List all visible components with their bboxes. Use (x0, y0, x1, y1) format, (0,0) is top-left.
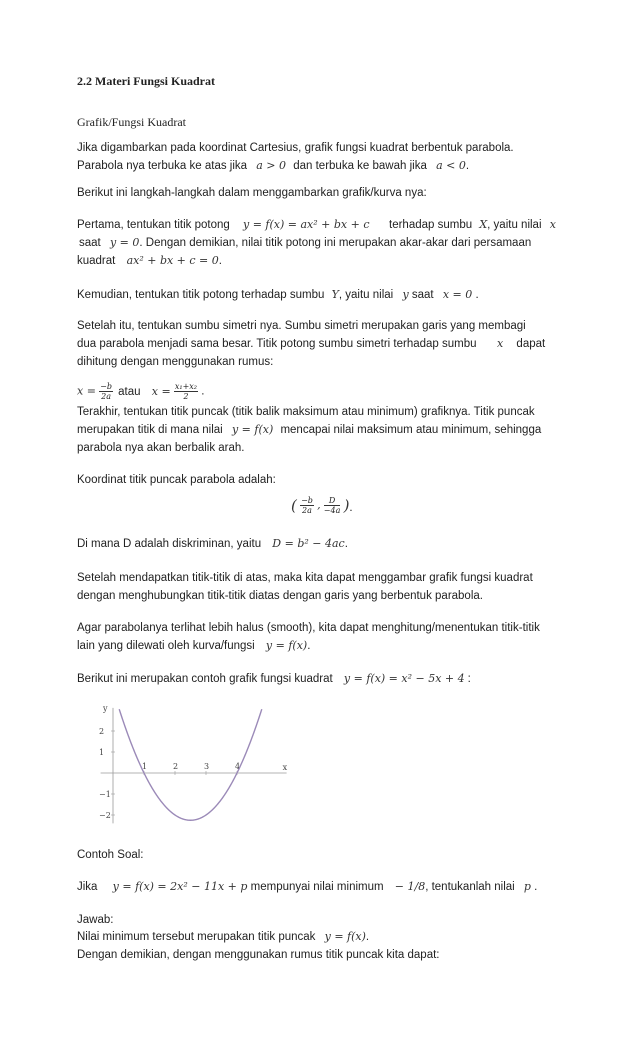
paragraph-8 (77, 537, 348, 551)
paragraph-10-line-1: Agar parabolanya terlihat lebih halus (smooth), kita dapat menghitung/menentukan titik-titik (77, 622, 540, 634)
text: lain yang dilewati oleh kurva/fungsi (77, 640, 255, 652)
text: . (349, 502, 353, 514)
text: Kemudian, tentukan titik potong terhadap sumbu (77, 289, 325, 301)
paragraph-3-line-1 (77, 218, 370, 232)
paragraph-6-line-3: parabola nya akan berbalik arah. (77, 442, 245, 454)
math-y: y (402, 288, 409, 301)
math-p: p (523, 880, 531, 893)
math-quadratic-function: y = f(x) = ax² + bx + c (243, 218, 370, 231)
text: dan terbuka ke bawah jika (293, 160, 427, 172)
paragraph-6-line-1: Terakhir, tentukan titik puncak (titik balik maksimum atau minimum) grafiknya. Titik puncak (77, 406, 535, 418)
text: . (465, 160, 470, 172)
numerator: −b (100, 382, 112, 391)
text: . Dengan demikian, nilai titik potong ini merupakan akar-akar dari persamaan (139, 237, 532, 249)
math-y-f-x: y = f(x) (324, 930, 366, 943)
text: . (365, 931, 370, 943)
text: : (467, 673, 471, 685)
denominator: 2a (101, 392, 111, 401)
paragraph-3-line-3 (77, 254, 222, 268)
paragraph-3-line-1-b (389, 218, 556, 232)
text: mempunyai nilai minimum (250, 881, 384, 893)
paragraph-4 (77, 288, 479, 302)
paragraph-11 (77, 672, 471, 686)
math-discriminant: D = b² − 4ac (272, 537, 345, 550)
math-minimum-value: − 1/8 (394, 880, 426, 893)
denominator: −4a (323, 506, 341, 515)
fraction (300, 496, 314, 515)
text: Nilai minimum tersebut merupakan titik puncak (77, 931, 316, 943)
text: kuadrat (77, 255, 116, 267)
answer-line-1 (77, 930, 369, 944)
text: . (475, 289, 479, 301)
paragraph-7: Koordinat titik puncak parabola adalah: (77, 474, 276, 486)
text: , yaitu nilai (338, 289, 394, 301)
text: . (201, 385, 205, 398)
math-example-function: y = f(x) = 2x² − 11x + p (112, 880, 248, 893)
text: . (534, 881, 538, 893)
paragraph-5-line-2: dua parabola menjadi sama besar. Titik potong sumbu simetri terhadap sumbu (77, 338, 477, 350)
text: Jika (77, 881, 98, 893)
math-x: x (549, 218, 556, 231)
denominator: 2a (302, 506, 312, 515)
section-heading: 2.2 Materi Fungsi Kuadrat (77, 74, 215, 88)
atau-text: atau (118, 385, 141, 398)
paragraph-9-line-1: Setelah mendapatkan titik-titik di atas, maka kita dapat menggambar grafik fungsi kuadrat (77, 572, 533, 584)
math-y-f-x: y = f(x) (265, 639, 308, 652)
math-quadratic-equation: ax² + bx + c = 0 (126, 254, 219, 267)
answer-label: Jawab: (77, 914, 114, 926)
y-tick-label: 1 (99, 748, 105, 757)
numerator: −b (301, 496, 313, 505)
math-axis-Y: Y (331, 288, 339, 301)
x-axis-label: x (282, 763, 288, 772)
text: , tentukanlah nilai (425, 881, 515, 893)
text: saat (411, 289, 434, 301)
text: terhadap sumbu (389, 219, 473, 231)
text: Parabola nya terbuka ke atas jika (77, 160, 248, 172)
math-example-function: y = f(x) = x² − 5x + 4 (343, 672, 465, 685)
text: . (307, 640, 311, 652)
section-subheading: Grafik/Fungsi Kuadrat (77, 115, 186, 129)
graph-layer (99, 704, 288, 824)
fraction (174, 382, 198, 401)
symmetry-axis-formula (77, 382, 204, 404)
y-tick-label: −1 (99, 790, 111, 799)
paragraph-1-line-1: Jika digambarkan pada koordinat Cartesius, grafik fungsi kuadrat berbentuk parabola. (77, 142, 514, 154)
paragraph-5-line-1: Setelah itu, tentukan sumbu simetri nya. Sumbu simetri merupakan garis yang membagi (77, 320, 526, 332)
vertex-formula (291, 496, 353, 520)
paragraph-1-line-2 (77, 159, 469, 173)
parabola-graph (77, 697, 288, 825)
paragraph-5-line-3: dihitung dengan menggunakan rumus: (77, 356, 274, 368)
parabola-curve (119, 709, 262, 820)
paragraph-6-line-2 (77, 423, 541, 437)
comma: , (317, 498, 321, 512)
x-tick-label: 3 (204, 762, 210, 771)
math-x: x (497, 337, 504, 350)
math-axis-X: X (479, 218, 488, 231)
formula-lhs: x = (151, 384, 171, 398)
paragraph-5-line-2-b (497, 337, 545, 351)
paragraph-10-line-2 (77, 639, 310, 653)
text: Di mana D adalah diskriminan, yaitu (77, 538, 262, 550)
text: merupakan titik di mana nilai (77, 424, 223, 436)
text: , yaitu nilai (487, 219, 542, 231)
text: Berikut ini merupakan contoh grafik fungsi kuadrat (77, 673, 333, 685)
y-tick-label: 2 (99, 727, 105, 736)
y-tick-label: −2 (99, 811, 111, 820)
answer-line-2: Dengan demikian, dengan menggunakan rumus titik puncak kita dapat: (77, 949, 440, 961)
math-a-positive: a > 0 (256, 159, 287, 172)
y-axis-label: y (103, 703, 108, 713)
paren-open: ( (291, 496, 297, 515)
x-tick-label: 4 (235, 762, 241, 771)
math-y-f-x: y = f(x) (231, 423, 274, 436)
text: saat (79, 237, 101, 249)
paragraph-9-line-2: dengan menghubungkan titik-titik diatas dengan garis yang berbentuk parabola. (77, 590, 483, 602)
text: . (344, 538, 348, 550)
fraction (324, 496, 341, 515)
text: . (218, 255, 222, 267)
x-tick-label: 2 (173, 762, 179, 771)
fraction (99, 382, 113, 401)
numerator: D (324, 496, 341, 506)
example-label: Contoh Soal: (77, 849, 144, 861)
math-y-equals-0: y = 0 (109, 236, 140, 249)
text: mencapai nilai maksimum atau minimum, sehingga (280, 424, 542, 436)
x-tick-label: 1 (142, 762, 148, 771)
paragraph-3-line-2 (79, 236, 531, 250)
math-a-negative: a < 0 (436, 159, 466, 172)
text: Pertama, tentukan titik potong (77, 219, 230, 231)
math-x-equals-0: x = 0 (442, 288, 473, 301)
paragraph-2: Berikut ini langkah-langkah dalam menggambarkan grafik/kurva nya: (77, 187, 427, 199)
paren-close: ) (343, 496, 350, 515)
numerator: x₁+x₂ (174, 382, 198, 391)
formula-lhs: x = (77, 384, 96, 398)
example-question (77, 880, 537, 894)
denominator: 2 (183, 392, 189, 401)
text: dapat (516, 338, 546, 350)
